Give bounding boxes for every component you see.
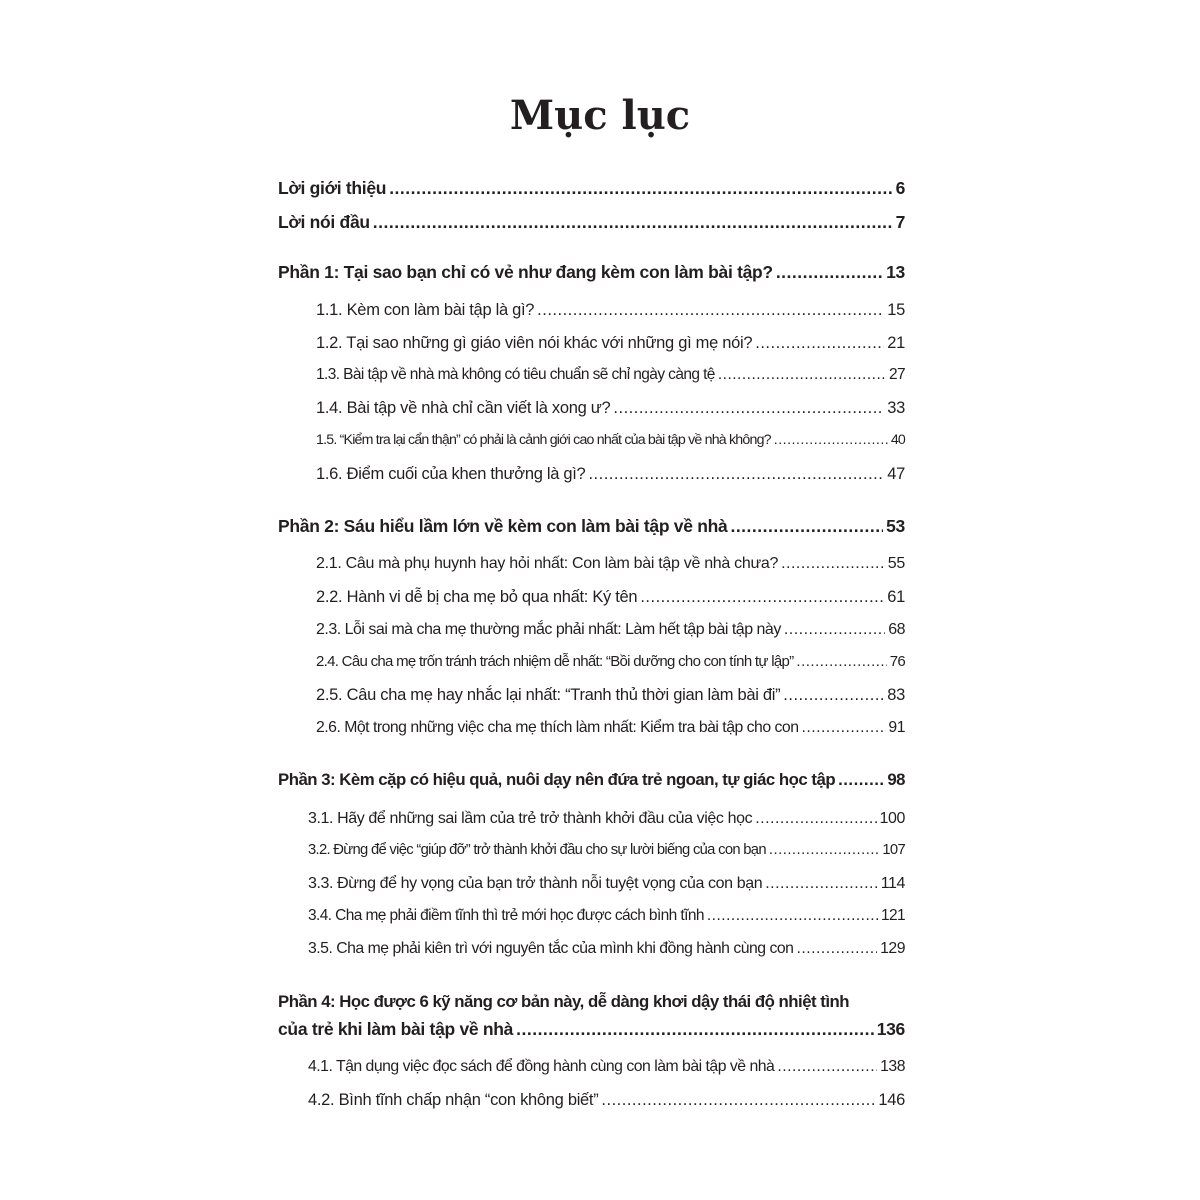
dot-leader — [389, 178, 892, 199]
dot-leader — [784, 621, 885, 639]
toc-entry-2-1 — [316, 555, 905, 573]
toc-entry-label: Phần 3: Kèm cặp có hiệu quả, nuôi dạy nên đứa trẻ ngoan, tự giác học tập — [278, 770, 836, 789]
dot-leader — [838, 770, 884, 790]
toc-entry-1-6 — [316, 465, 905, 484]
toc-entry-3-4 — [308, 907, 905, 925]
toc-part-3 — [278, 770, 905, 790]
toc-part-2 — [278, 516, 905, 537]
dot-leader — [769, 842, 880, 858]
toc-entry-label: của trẻ khi làm bài tập về nhà — [278, 1019, 514, 1039]
toc-entry-introduction — [278, 178, 905, 199]
toc-entry-3-3 — [308, 875, 905, 893]
toc-entry-2-4 — [316, 653, 905, 670]
toc-entry-3-5 — [308, 940, 905, 958]
dot-leader — [537, 301, 884, 320]
dot-leader — [765, 875, 877, 893]
toc-entry-2-3 — [316, 621, 905, 639]
toc-page-number: 136 — [876, 1019, 905, 1039]
toc-entry-4-1 — [308, 1058, 905, 1076]
dot-leader — [755, 334, 884, 353]
toc-entry-3-2 — [308, 842, 905, 858]
toc-page-number: 15 — [887, 301, 905, 319]
dot-leader — [601, 1091, 875, 1110]
dot-leader — [588, 465, 884, 484]
toc-entry-label: 4.2. Bình tĩnh chấp nhận “con không biết” — [308, 1091, 599, 1109]
toc-entry-label: 2.1. Câu mà phụ huynh hay hỏi nhất: Con làm bài tập về nhà chưa? — [316, 555, 779, 572]
toc-entry-1-3 — [316, 366, 905, 384]
dot-leader — [796, 940, 877, 958]
toc-entry-label: 4.1. Tận dụng việc đọc sách để đồng hành cùng con làm bài tập về nhà — [308, 1058, 775, 1075]
toc-entry-label: 2.5. Câu cha mẹ hay nhắc lại nhất: “Tranh thủ thời gian làm bài đi” — [316, 686, 781, 704]
toc-entry-label: 1.4. Bài tập về nhà chỉ cần viết là xong ư? — [316, 399, 611, 417]
toc-page-number: 27 — [888, 366, 905, 383]
dot-leader — [781, 555, 885, 573]
toc-page-number: 138 — [880, 1058, 905, 1075]
toc-entry-label: 3.1. Hãy để những sai lầm của trẻ trở thành khởi đầu của việc học — [308, 810, 753, 827]
toc-entry-2-5 — [316, 686, 905, 705]
toc-entry-label: Lời nói đầu — [278, 212, 370, 232]
toc-part-4-line1: Phần 4: Học được 6 kỹ năng cơ bản này, dễ dàng khơi dậy thái độ nhiệt tình — [278, 992, 850, 1011]
toc-page-number: 40 — [890, 432, 905, 448]
toc-entry-2-2 — [316, 588, 905, 607]
toc-entry-label: 2.3. Lỗi sai mà cha mẹ thường mắc phải nhất: Làm hết tập bài tập này — [316, 621, 781, 638]
toc-page-number: 100 — [879, 810, 905, 827]
toc-page-number: 146 — [878, 1091, 905, 1109]
dot-leader — [755, 810, 876, 828]
dot-leader — [730, 516, 883, 537]
toc-entry-1-2 — [316, 334, 905, 353]
toc-part-1 — [278, 262, 905, 283]
dot-leader — [707, 907, 878, 925]
toc-page-number: 61 — [887, 588, 905, 606]
dot-leader — [373, 212, 893, 233]
dot-leader — [613, 399, 884, 418]
toc-page-number: 114 — [880, 875, 905, 892]
toc-entry-label: 1.5. “Kiểm tra lại cẩn thận” có phải là cảnh giới cao nhất của bài tập về nhà không? — [316, 432, 771, 448]
toc-page-number: 129 — [880, 940, 905, 957]
toc-page-number: 76 — [889, 653, 905, 670]
dot-leader — [801, 719, 885, 737]
toc-page-number: 47 — [887, 465, 905, 483]
toc-entry-label: 3.4. Cha mẹ phải điềm tĩnh thì trẻ mới học được cách bình tĩnh — [308, 907, 704, 924]
toc-entry-label: 1.1. Kèm con làm bài tập là gì? — [316, 301, 535, 319]
toc-entry-label: 1.2. Tại sao những gì giáo viên nói khác với những gì mẹ nói? — [316, 334, 753, 352]
toc-page-number: 121 — [880, 907, 905, 924]
toc-page-number: 107 — [882, 842, 905, 858]
toc-entry-label: Phần 2: Sáu hiểu lầm lớn về kèm con làm bài tập về nhà — [278, 516, 728, 536]
toc-entry-label: Lời giới thiệu — [278, 178, 387, 198]
toc-entry-label: 2.2. Hành vi dễ bị cha mẹ bỏ qua nhất: Ký tên — [316, 588, 638, 606]
dot-leader — [718, 366, 886, 384]
toc-page-number: 13 — [886, 262, 905, 282]
dot-leader — [796, 653, 886, 670]
toc-page-number: 6 — [895, 178, 905, 198]
dot-leader — [640, 588, 884, 607]
page-title: Mục lục — [509, 92, 691, 139]
toc-entry-label: 3.3. Đừng để hy vọng của bạn trở thành nỗi tuyệt vọng của con bạn — [308, 875, 763, 892]
toc-entry-label: 1.3. Bài tập về nhà mà không có tiêu chuẩn sẽ chỉ ngày càng tệ — [316, 366, 715, 383]
toc-entry-label: 3.2. Đừng để việc “giúp đỡ” trở thành khởi đầu cho sự lười biếng của con bạn — [308, 842, 766, 858]
toc-page-number: 33 — [887, 399, 905, 417]
toc-page-number: 7 — [895, 212, 905, 232]
toc-entry-1-5 — [316, 432, 905, 448]
toc-entry-label: 3.5. Cha mẹ phải kiên trì với nguyên tắc của mình khi đồng hành cùng con — [308, 940, 794, 957]
dot-leader — [783, 686, 884, 705]
toc-entry-label: 2.4. Câu cha mẹ trốn tránh trách nhiệm dễ nhất: “Bồi dưỡng cho con tính tự lập” — [316, 653, 794, 670]
toc-entry-4-2 — [308, 1091, 905, 1110]
toc-page-number: 68 — [888, 621, 905, 638]
toc-page-number: 53 — [886, 516, 905, 536]
toc-entry-preface — [278, 212, 905, 233]
dot-leader — [776, 262, 883, 283]
toc-page-number: 55 — [887, 555, 905, 572]
toc-page-number: 21 — [887, 334, 905, 352]
toc-entry-3-1 — [308, 810, 905, 828]
toc-entry-label: 1.6. Điểm cuối của khen thưởng là gì? — [316, 465, 586, 483]
dot-leader — [774, 432, 888, 448]
dot-leader — [516, 1019, 874, 1040]
toc-entry-1-4 — [316, 399, 905, 418]
dot-leader — [777, 1058, 877, 1076]
toc-entry-2-6 — [316, 719, 905, 737]
toc-entry-label: 2.6. Một trong những việc cha mẹ thích làm nhất: Kiểm tra bài tập cho con — [316, 719, 799, 736]
toc-entry-label: Phần 1: Tại sao bạn chỉ có vẻ như đang kèm con làm bài tập? — [278, 262, 773, 282]
toc-page-number: 91 — [888, 719, 905, 736]
toc-page-number: 83 — [887, 686, 905, 704]
toc-part-4 — [278, 1019, 905, 1040]
toc-page-number: 98 — [887, 770, 905, 789]
toc-entry-1-1 — [316, 301, 905, 320]
